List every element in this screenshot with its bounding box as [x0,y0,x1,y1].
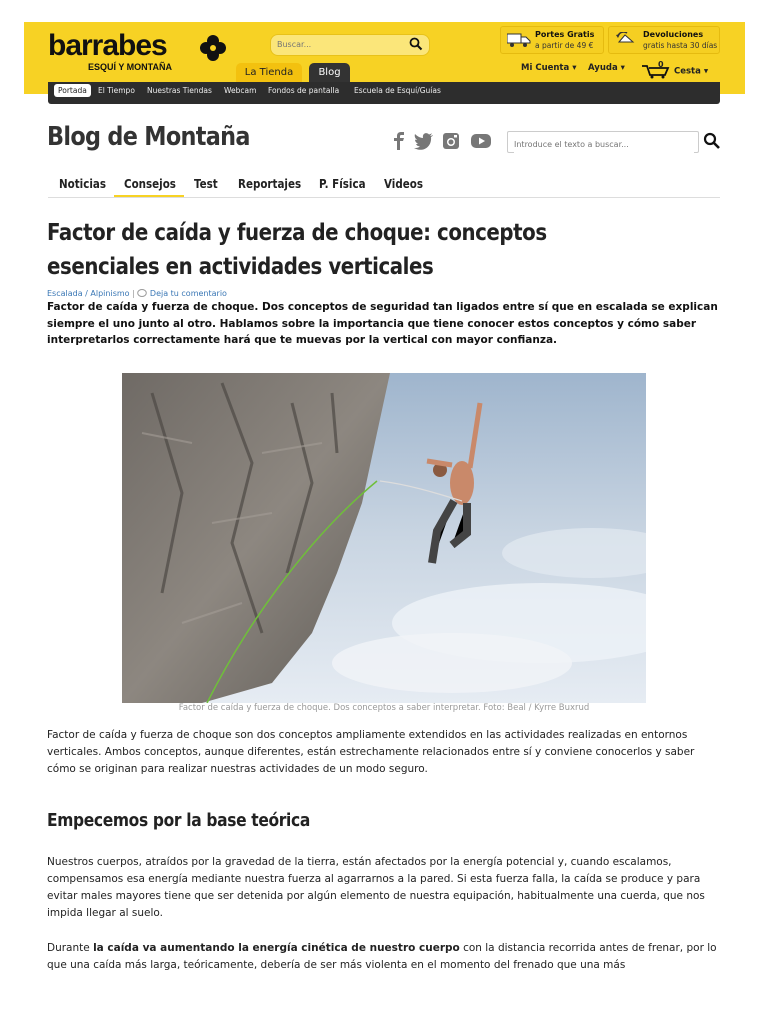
help-menu[interactable] [588,63,625,73]
truck-icon [507,32,531,48]
nav-escuela[interactable]: Escuela de Esquí/Guías [354,86,441,95]
category-p-fisica[interactable]: P. Física [319,177,366,191]
category-videos[interactable]: Videos [384,177,423,191]
promo-subtitle: gratis hasta 30 días [643,41,718,50]
promo-returns[interactable] [608,26,720,54]
article-meta [47,289,227,298]
tab-blog[interactable]: Blog [309,63,350,82]
youtube-icon[interactable] [470,132,492,150]
article-category-link[interactable]: Escalada / Alpinismo [47,289,130,298]
article-lead: Factor de caída y fuerza de choque. Dos conceptos de seguridad tan ligados entre sí que en escalada se explican siempre el uno junto al otro. Hablamos sobre la importancia que tiene conocer estos conceptos y cómo saber interpretarlos correctamente hará que te muevas por la vertical con mayor confianza. [47,301,718,346]
article-paragraph: Factor de caída y fuerza de choque son dos conceptos ampliamente extendidos en las actividades realizadas en entornos verticales. Ambos conceptos, aunque diferentes, están estrechamente relacionados entre sí y conviene conocerlos y saber cómo se originan para realizar nuestras actividades de un modo seguro. [47,729,695,775]
help-label: Ayuda [588,63,618,73]
section-heading: Empecemos por la base teórica [47,810,310,831]
category-test[interactable]: Test [194,177,218,191]
nav-portada[interactable]: Portada [54,84,91,97]
chevron-down-icon: ▾ [703,66,709,77]
twitter-icon[interactable] [414,132,434,150]
search-icon[interactable] [703,132,721,150]
logo-flower-icon [198,33,228,63]
category-consejos[interactable]: Consejos [124,177,176,191]
promo-title: Portes Gratis [535,30,595,39]
nav-el-tiempo[interactable]: El Tiempo [98,86,135,95]
category-reportajes[interactable]: Reportajes [238,177,302,191]
nav-nuestras-tiendas[interactable]: Nuestras Tiendas [147,86,212,95]
photo-caption: Factor de caída y fuerza de choque. Dos conceptos a saber interpretar. Foto: Beal / Kyrre Buxrud [178,703,590,713]
store-search [270,34,430,56]
logo-text: barrabes [48,29,167,62]
category-nav [48,172,720,198]
nav-fondos-de-pantalla[interactable]: Fondos de pantalla [268,86,340,95]
blog-search [507,131,699,153]
instagram-icon[interactable] [442,132,460,150]
tab-tienda[interactable]: La Tienda [236,63,302,82]
article-headline: Factor de caída y fuerza de choque: conceptos esenciales en actividades verticales [47,220,547,280]
main-nav [48,82,720,104]
cart-menu[interactable] [641,60,709,79]
chevron-down-icon: ▾ [620,63,625,73]
logo-subtitle: ESQUÍ Y MONTAÑA [88,62,173,72]
promo-subtitle: a partir de 49 € [535,41,594,50]
returns-icon [615,32,637,48]
article-paragraph: Nuestros cuerpos, atraídos por la gravedad de la tierra, están afectados por la energía potencial y, cuando escalamos, compensamos esa energía mediante nuestra fuerza al agarrarnos a la pared. Si esta fuerza falla, la caída se produce y para evitar males mayores tiene que ser detenida por algún elemento de nuestra equipación, habitualmente una cuerda, que nos impida llegar al suelo. [47,856,705,919]
my-account-menu[interactable] [521,63,577,73]
blog-search-input[interactable] [514,137,694,153]
chevron-down-icon: ▾ [572,63,577,73]
nav-webcam[interactable]: Webcam [224,86,257,95]
paragraph-text: con la distancia recorrida antes de frenar, por lo que una caída más larga, teóricamente, debería de ser más violenta en el momento del frenado que una más [47,942,717,971]
blog-title[interactable]: Blog de Montaña [47,122,250,152]
promo-title: Devoluciones [643,30,704,39]
cart-icon [641,63,671,79]
comment-icon [137,289,147,298]
cart-label: Cesta [673,66,701,77]
comment-link[interactable]: Deja tu comentario [149,289,227,298]
paragraph-text: Durante [47,942,94,954]
store-search-input[interactable] [277,37,397,52]
cart-count: 0 [658,60,664,69]
paragraph-bold-text: la caída va aumentando la energía cinética de nuestro cuerpo [93,942,460,954]
category-noticias[interactable]: Noticias [59,177,106,191]
article-paragraph [47,940,719,974]
logo[interactable] [48,29,173,72]
promo-free-shipping[interactable] [500,26,604,54]
my-account-label: Mi Cuenta [521,63,570,73]
active-category-underline [114,195,184,197]
search-icon[interactable] [409,37,423,51]
facebook-icon[interactable] [392,132,406,150]
climber-photo [122,373,646,703]
meta-separator: | [132,289,138,298]
